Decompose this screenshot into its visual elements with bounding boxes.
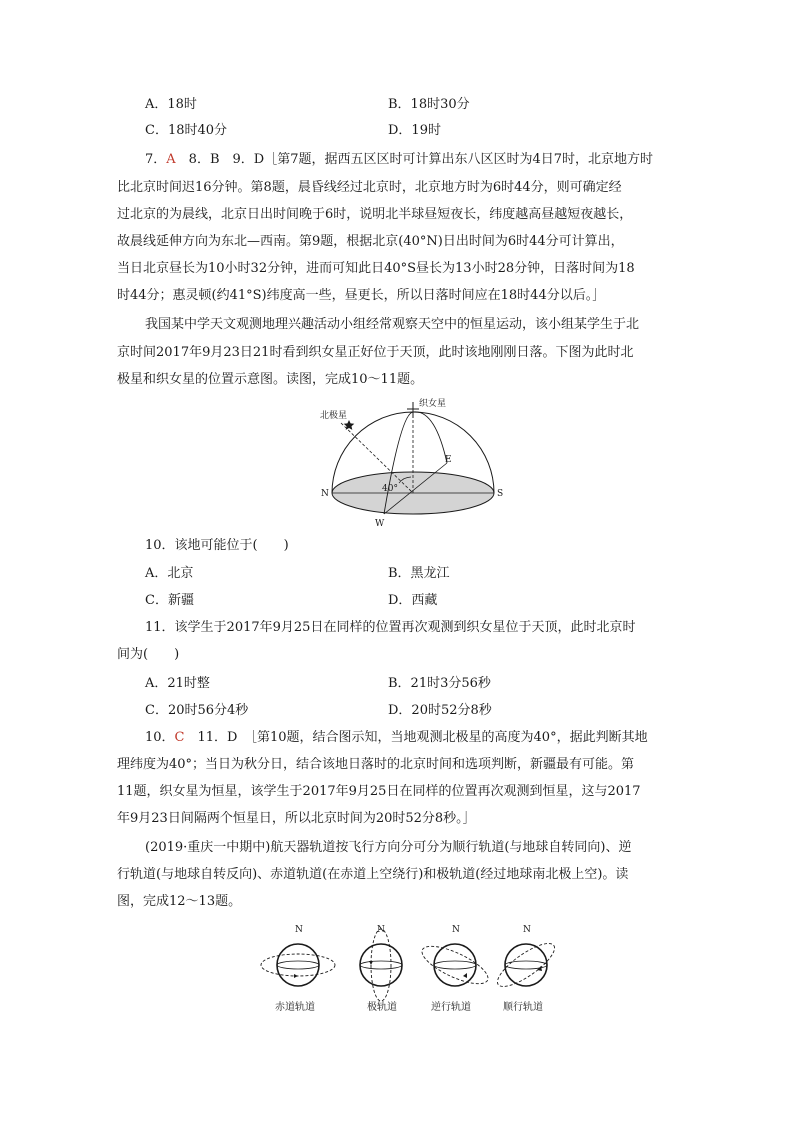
intro-10-11-line-1: 我国某中学天文观测地理兴趣活动小组经常观察天空中的恒星运动，该小组某学生于北 [145,317,640,332]
answer-text: ［第10题，结合图示知，当地观测北极星的高度为40°，据此判断其地 [237,730,648,745]
earth-globe [434,944,476,986]
q10-option-b: B．黑龙江 [388,566,450,581]
north-label: N [452,925,460,935]
q9-option-a: A．18时 [145,97,197,112]
q10-stem: 10．该地可能位于( ) [145,538,289,553]
north-label: N [321,489,329,499]
intro-10-11-line-2: 京时间2017年9月23日21时看到织女星正好位于天顶，此时该地刚刚日落。下图为此时北 [117,345,634,360]
prograde-orbit-diagram [492,925,560,1013]
north-label: N [377,925,385,935]
intro-12-13-line-1: (2019·重庆一中期中)航天器轨道按飞行方向分可分为顺行轨道(与地球自转同向)、逆 [145,840,632,855]
west-label: W [375,519,385,528]
east-label: E [445,455,452,465]
caption-polar-orbit: 极轨道 [367,1002,397,1013]
answer-7-9-line-4: 故晨线延伸方向为东北—西南。第9题，根据北京(40°N)日出时间为6时44分可计算出， [117,234,624,249]
retrograde-orbit-diagram [417,925,492,1013]
answer-letter: D [227,730,238,745]
answer-number: 9． [219,152,254,167]
answer-7-9-line-1 [145,152,685,168]
answer-number: 10． [145,730,175,745]
earth-globe [360,944,402,986]
answer-10-11-line-2: 理纬度为40°；当日为秋分日，结合该地日落时的北京时间和选项判断，新疆最有可能。第 [117,757,635,772]
earth-globe [505,944,547,986]
answer-letter: B [209,152,220,167]
north-label: N [295,925,303,935]
north-label: N [523,925,531,935]
q10-option-d: D．西藏 [388,593,438,608]
answer-number: 11． [184,730,228,745]
answer-letter: C [174,730,185,745]
celestial-sphere-figure [315,393,515,528]
q11-option-b: B．21时3分56秒 [388,676,491,691]
vega-label: 织女星 [419,399,447,409]
q9-option-b: B．18时30分 [388,97,470,112]
answer-7-9-line-6: 时44分；惠灵顿(约41°S)纬度高一些，昼更长，所以日落时间应在18时44分以后。］ [117,288,606,303]
caption-retrograde-orbit: 逆行轨道 [431,1002,471,1013]
q11-stem-line-1: 11．该学生于2017年9月25日在同样的位置再次观测到织女星位于天顶，此时北京时 [145,620,636,635]
answer-10-11-line-1 [145,730,685,746]
earth-globe [277,944,319,986]
caption-equatorial-orbit: 赤道轨道 [275,1002,315,1013]
equatorial-orbit-diagram [261,925,335,1013]
q11-option-c: C．20时56分4秒 [145,703,249,718]
answer-text: ［第7题，据西五区区时可计算出东八区区时为4日7时，北京地方时 [264,152,654,167]
q9-option-d: D．19时 [388,123,441,138]
answer-number: 8． [175,152,210,167]
answer-letter: D [253,152,265,167]
south-label: S [497,489,504,499]
answer-7-9-line-2: 比北京时间迟16分钟。第8题，晨昏线经过北京时，北京地方时为6时44分，则可确定经 [117,180,622,195]
q11-option-a: A．21时整 [145,676,210,691]
answer-7-9-line-3: 过北京的为晨线，北京日出时间晚于6时，说明北半球昼短夜长，纬度越高昼越短夜越长， [117,207,633,222]
polaris-label: 北极星 [320,411,348,421]
answer-7-9-line-5: 当日北京昼长为10小时32分钟，进而可知此日40°S昼长为13小时28分钟，日落时间为18 [117,261,635,276]
angle-label: 40° [382,484,398,494]
polaris-star-icon [344,420,355,430]
q9-option-c: C．18时40分 [145,123,228,138]
answer-10-11-line-4: 年9月23日间隔两个恒星日，所以北京时间为20时52分8秒。］ [117,811,476,826]
answer-letter: A [166,152,176,167]
q11-option-d: D．20时52分8秒 [388,703,492,718]
answer-10-11-line-3: 11题，织女星为恒星，该学生于2017年9月25日在同样的位置再次观测到恒星，这与2017 [117,784,641,799]
orbit-types-figure [255,918,565,1018]
answer-number: 7． [145,152,167,167]
intro-12-13-line-2: 行轨道(与地球自转反向)、赤道轨道(在赤道上空绕行)和极轨道(经过地球南北极上空)。读 [117,867,629,882]
q10-option-a: A．北京 [145,566,194,581]
caption-prograde-orbit: 顺行轨道 [503,1002,543,1013]
q10-option-c: C．新疆 [145,593,194,608]
q11-stem-line-2: 间为( ) [117,647,180,662]
polar-orbit-diagram [360,925,402,1013]
intro-12-13-line-3: 图，完成12～13题。 [117,894,242,909]
intro-10-11-line-3: 极星和织女星的位置示意图。读图，完成10～11题。 [117,372,424,387]
